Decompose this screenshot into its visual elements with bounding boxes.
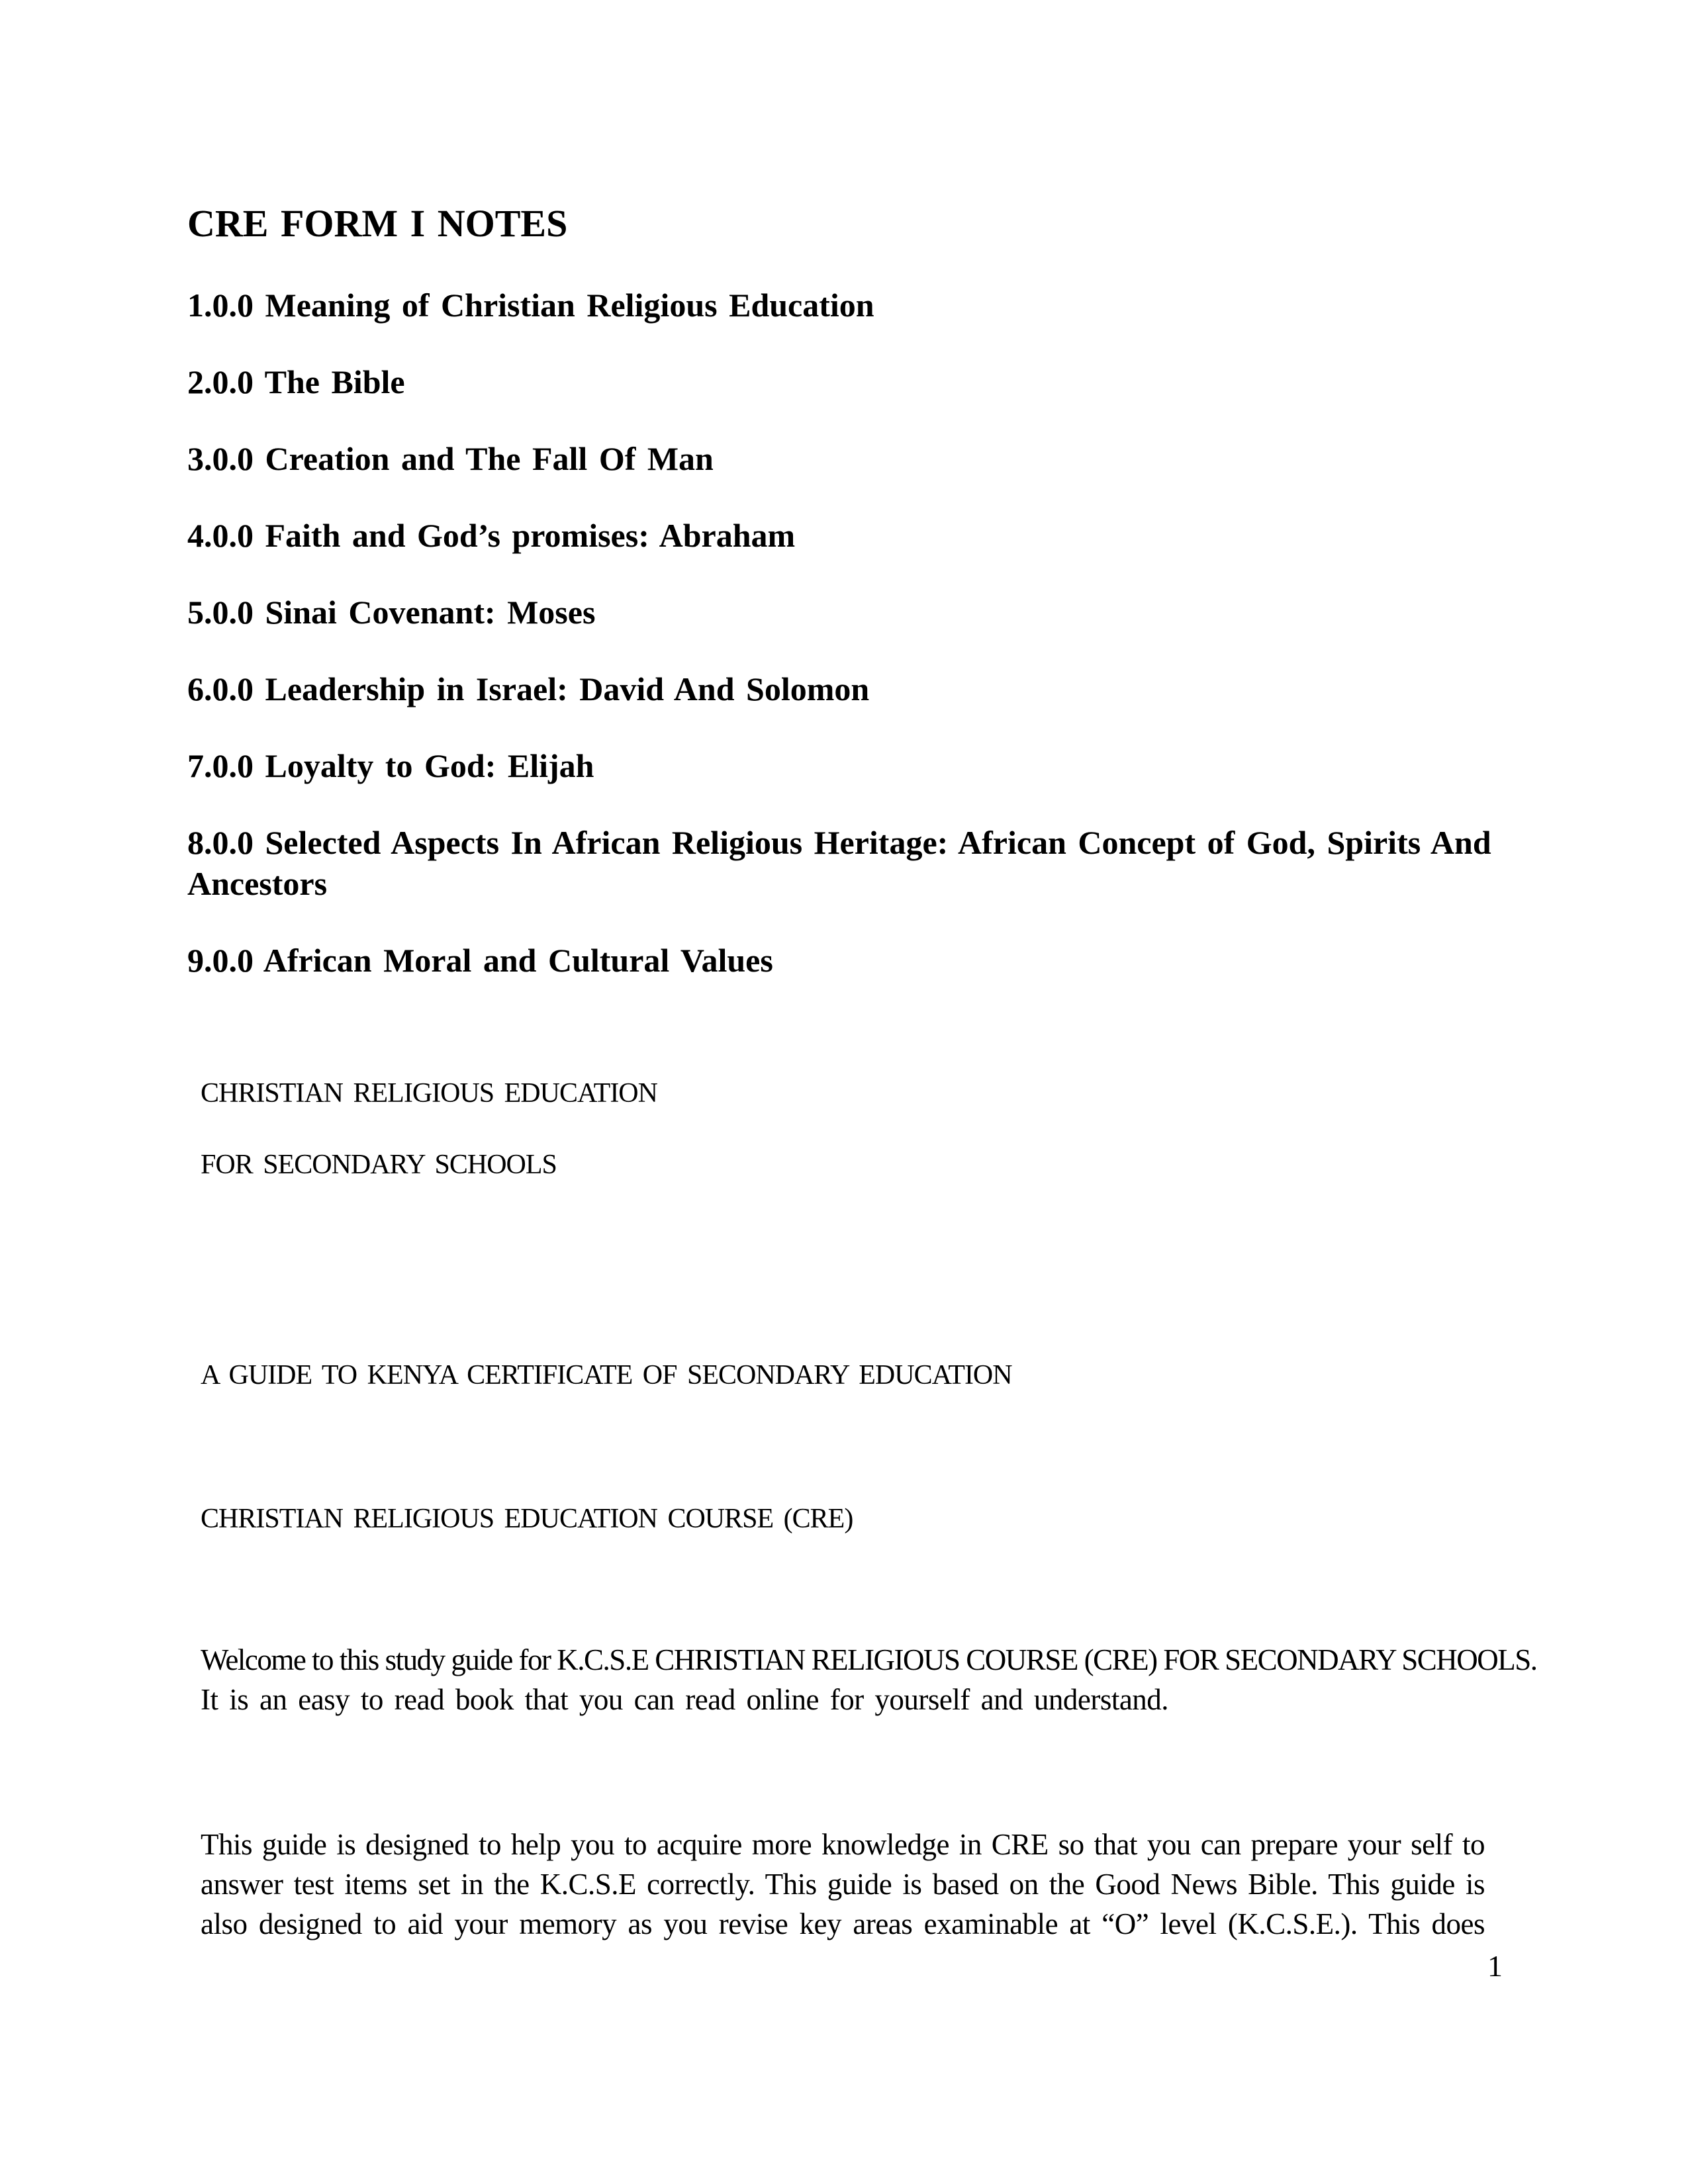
paragraph-guide-line-2: answer test items set in the K.C.S.E correctly. This guide is based on the Good News Bible. This guide is: [201, 1868, 1485, 1901]
toc-item-1: 1.0.0 Meaning of Christian Religious Education: [187, 287, 874, 324]
paragraph-guide: [201, 1825, 1485, 1944]
page-title: CRE FORM I NOTES: [187, 202, 568, 245]
toc-item-5: 5.0.0 Sinai Covenant: Moses: [187, 594, 596, 631]
toc-item-2: 2.0.0 The Bible: [187, 363, 405, 400]
table-of-contents: [187, 285, 1495, 1017]
paragraph-welcome: [201, 1640, 1537, 1719]
page-number: 1: [1487, 1949, 1503, 1983]
toc-item-4: 4.0.0 Faith and God’s promises: Abraham: [187, 517, 796, 554]
cover-subtitle-course: CHRISTIAN RELIGIOUS EDUCATION COURSE (CRE): [201, 1504, 853, 1534]
cover-title-line-2: FOR SECONDARY SCHOOLS: [201, 1150, 557, 1180]
paragraph-welcome-line-1: Welcome to this study guide for K.C.S.E CHRISTIAN RELIGIOUS COURSE (CRE) FOR SECONDARY SCHOOLS.: [201, 1643, 1537, 1676]
toc-item-3: 3.0.0 Creation and The Fall Of Man: [187, 440, 714, 477]
paragraph-guide-line-1: This guide is designed to help you to acquire more knowledge in CRE so that you can prepare your self to: [201, 1828, 1485, 1861]
toc-item-9: 9.0.0 African Moral and Cultural Values: [187, 942, 773, 979]
paragraph-welcome-line-2: It is an easy to read book that you can read online for yourself and understand.: [201, 1683, 1169, 1716]
toc-item-8: [187, 822, 1495, 904]
toc-item-8-line-1: 8.0.0 Selected Aspects In African Religious Heritage: African Concept of God, Spirits And: [187, 824, 1491, 861]
cover-subtitle-guide: A GUIDE TO KENYA CERTIFICATE OF SECONDARY EDUCATION: [201, 1360, 1012, 1390]
toc-item-7: 7.0.0 Loyalty to God: Elijah: [187, 747, 594, 784]
toc-item-8-line-2: Ancestors: [187, 865, 328, 902]
cover-title-line-1: CHRISTIAN RELIGIOUS EDUCATION: [201, 1078, 657, 1109]
toc-item-6: 6.0.0 Leadership in Israel: David And Solomon: [187, 670, 870, 707]
paragraph-guide-line-3: also designed to aid your memory as you revise key areas examinable at “O” level (K.C.S.E.). This does: [201, 1907, 1485, 1940]
